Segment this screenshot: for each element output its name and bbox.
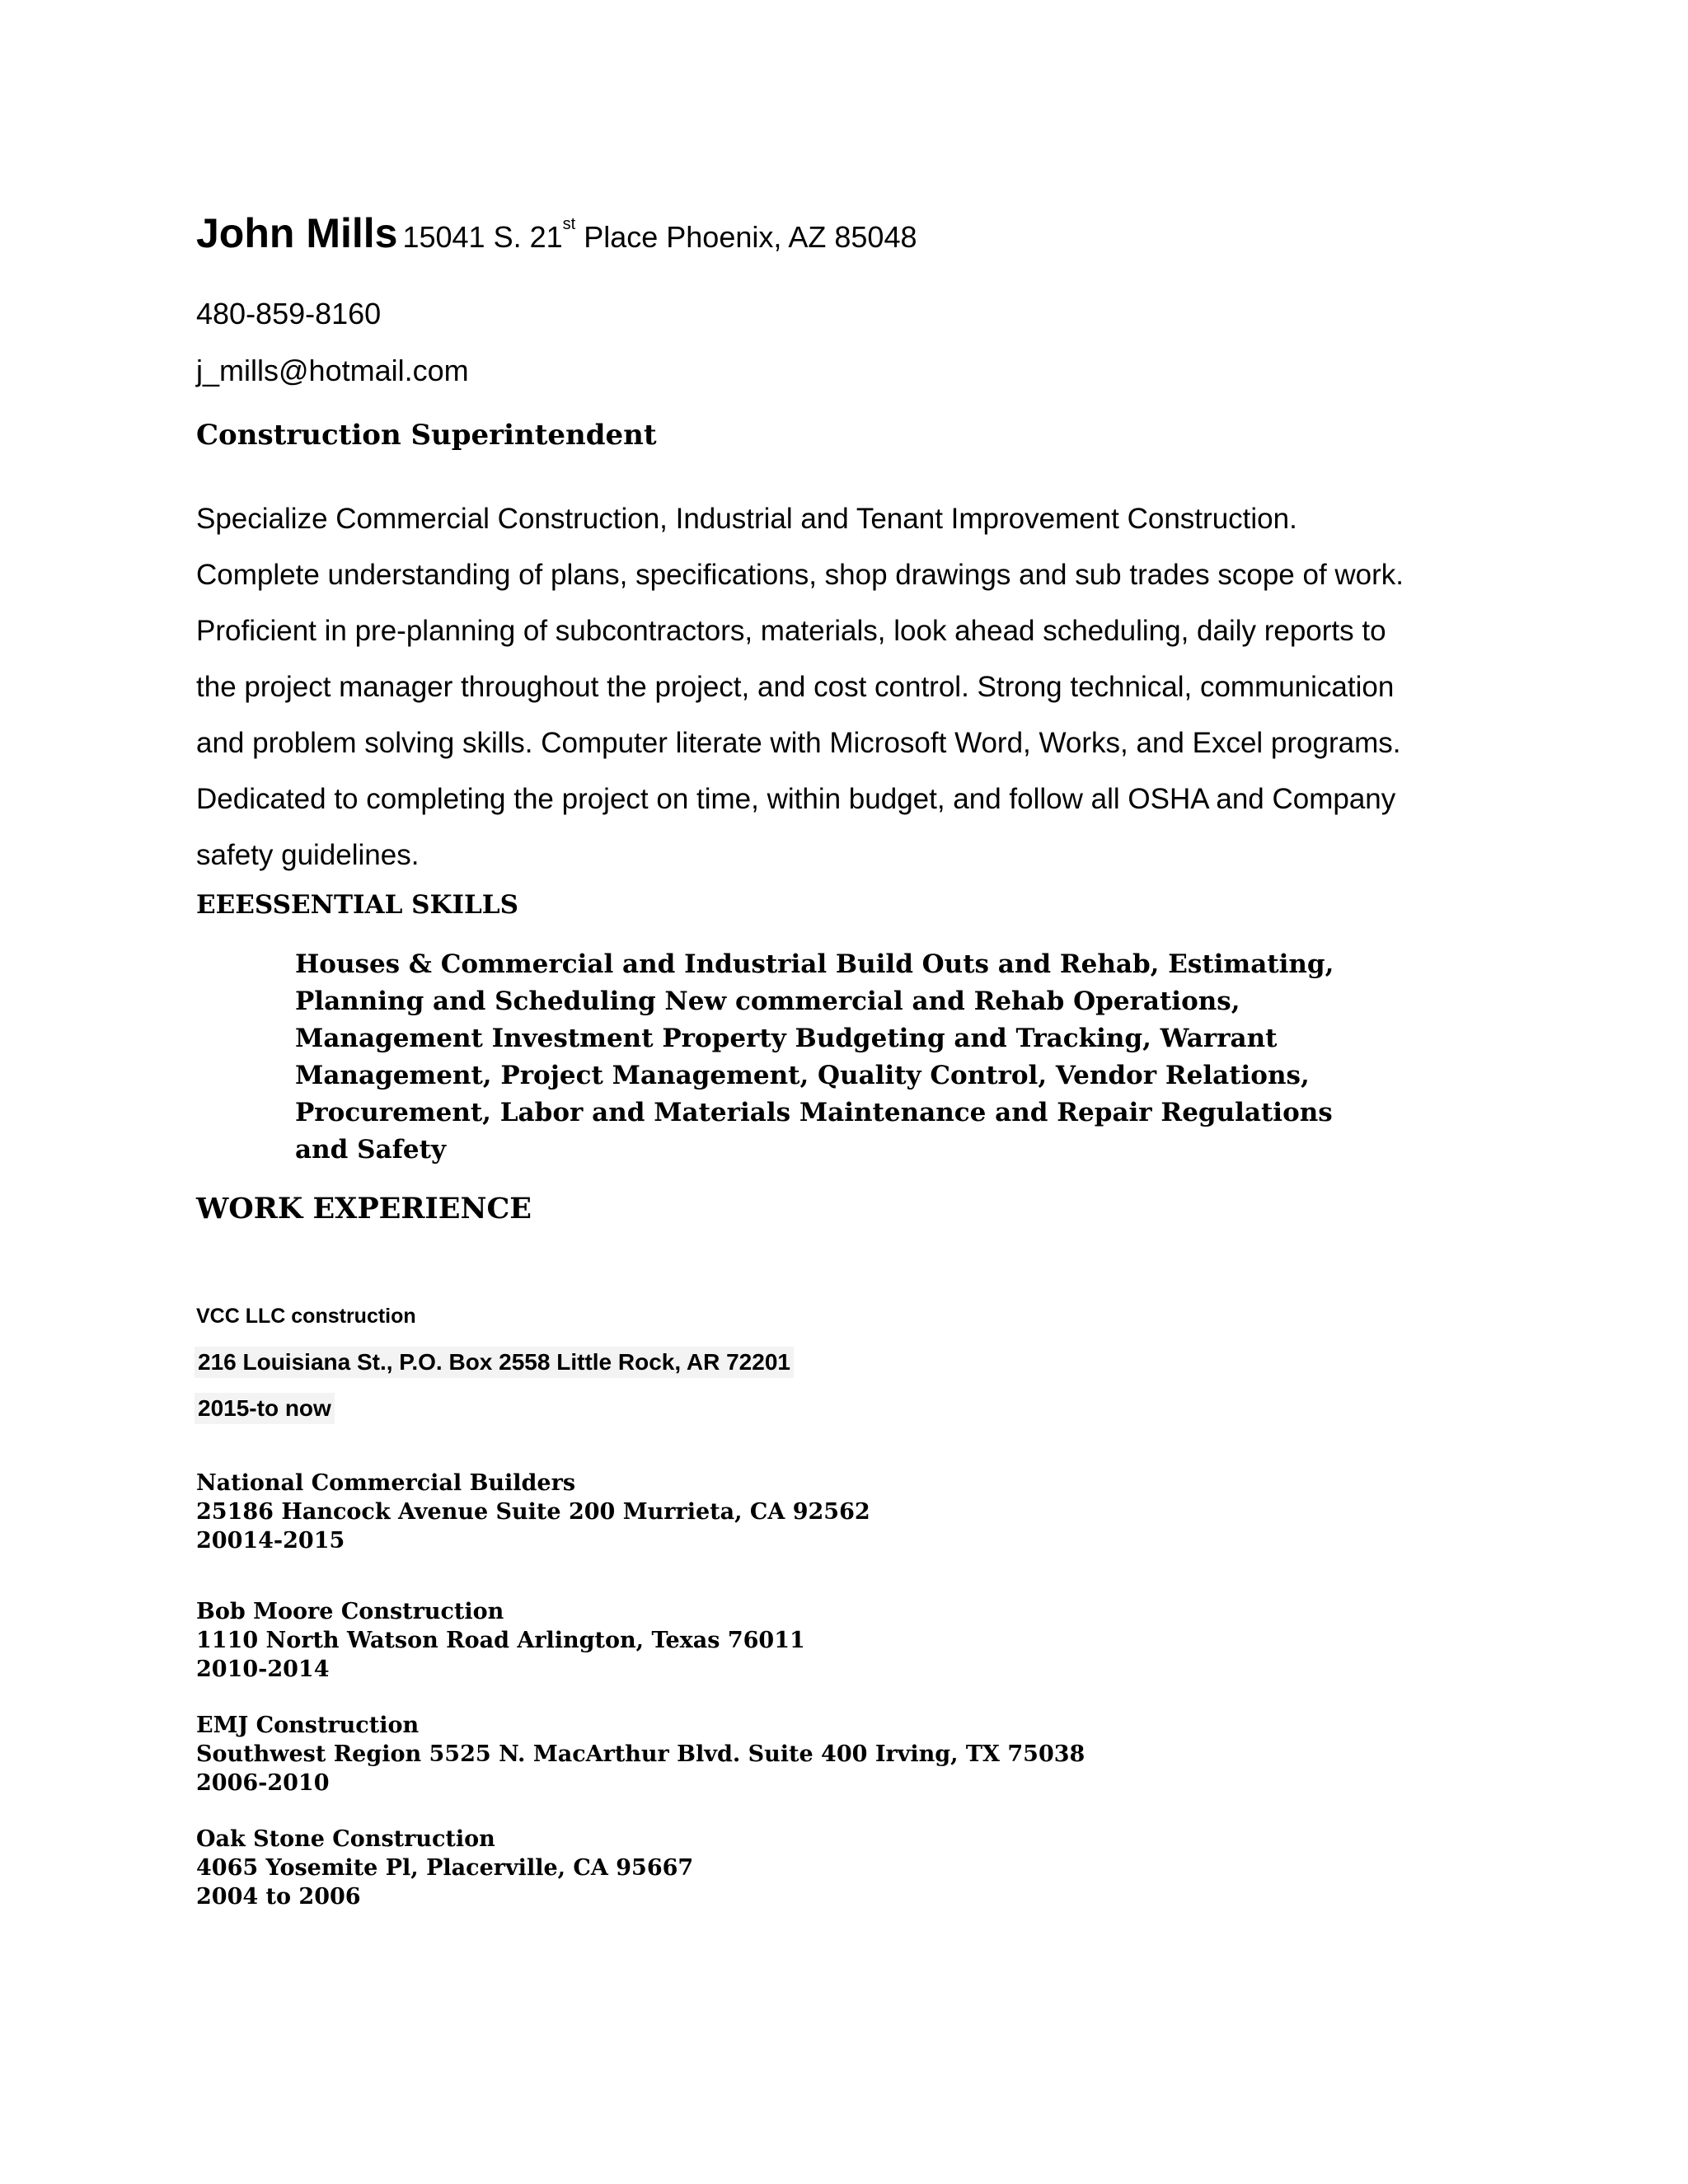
phone-number: 480-859-8160 xyxy=(196,297,382,330)
job-entry xyxy=(196,1711,1085,1797)
skills-line: Management, Project Management, Quality Control, Vendor Relations, xyxy=(295,1061,1310,1090)
skills-line: Planning and Scheduling New commercial and Rehab Operations, xyxy=(295,987,1240,1016)
job-dates: 2010-2014 xyxy=(196,1657,330,1682)
job-address: Southwest Region 5525 N. MacArthur Blvd. Suite 400 Irving, TX 75038 xyxy=(196,1741,1085,1767)
job-dates: 2006-2010 xyxy=(196,1770,330,1796)
job-address: 216 Louisiana St., P.O. Box 2558 Little Rock, AR 72201 xyxy=(195,1347,794,1378)
job-company: National Commercial Builders xyxy=(196,1470,576,1496)
summary-line: Specialize Commercial Construction, Industrial and Tenant Improvement Construction. xyxy=(196,503,1297,535)
job-dates: 20014-2015 xyxy=(196,1528,345,1554)
summary-line: safety guidelines. xyxy=(196,839,420,871)
job-company: Bob Moore Construction xyxy=(196,1599,504,1624)
summary-line: the project manager throughout the project, and cost control. Strong technical, communication xyxy=(196,671,1395,703)
header-line xyxy=(196,199,917,262)
job-entry xyxy=(196,1597,805,1684)
summary-line: and problem solving skills. Computer literate with Microsoft Word, Works, and Excel programs. xyxy=(196,727,1401,759)
candidate-name: John Mills xyxy=(196,210,398,256)
job-address: 4065 Yosemite Pl, Placerville, CA 95667 xyxy=(196,1855,694,1881)
summary-line: Dedicated to completing the project on time, within budget, and follow all OSHA and Company xyxy=(196,783,1396,815)
address-city: Place Phoenix, AZ 85048 xyxy=(575,220,917,254)
skills-heading: EEESSENTIAL SKILLS xyxy=(196,890,518,920)
skills-line: Houses & Commercial and Industrial Build Outs and Rehab, Estimating, xyxy=(295,949,1334,979)
job-entry xyxy=(196,1469,870,1555)
skills-line: Procurement, Labor and Materials Maintenance and Repair Regulations xyxy=(295,1098,1333,1127)
address-street: 15041 S. 21 xyxy=(402,220,563,254)
skills-line: Management Investment Property Budgeting and Tracking, Warrant xyxy=(295,1024,1278,1053)
job-company: VCC LLC construction xyxy=(196,1305,416,1328)
job-dates: 2015-to now xyxy=(195,1393,335,1424)
job-entry xyxy=(196,1825,693,1911)
job-company: EMJ Construction xyxy=(196,1713,420,1738)
job-dates: 2004 to 2006 xyxy=(196,1884,361,1910)
professional-summary xyxy=(196,491,1482,883)
email-address: j_mills@hotmail.com xyxy=(196,354,469,387)
candidate-address xyxy=(402,215,917,254)
job-title-headline: Construction Superintendent xyxy=(196,419,657,452)
summary-line: Proficient in pre-planning of subcontractors, materials, look ahead scheduling, daily reports to xyxy=(196,615,1386,647)
job-address: 1110 North Watson Road Arlington, Texas 76011 xyxy=(196,1628,805,1653)
work-experience-heading: WORK EXPERIENCE xyxy=(196,1192,532,1226)
skills-line: and Safety xyxy=(295,1135,446,1165)
summary-line: Complete understanding of plans, specifications, shop drawings and sub trades scope of work. xyxy=(196,559,1404,591)
address-ordinal-suffix: st xyxy=(562,215,576,233)
skills-list xyxy=(295,946,1449,1169)
job-company: Oak Stone Construction xyxy=(196,1826,495,1852)
job-address: 25186 Hancock Avenue Suite 200 Murrieta, CA 92562 xyxy=(196,1499,870,1525)
